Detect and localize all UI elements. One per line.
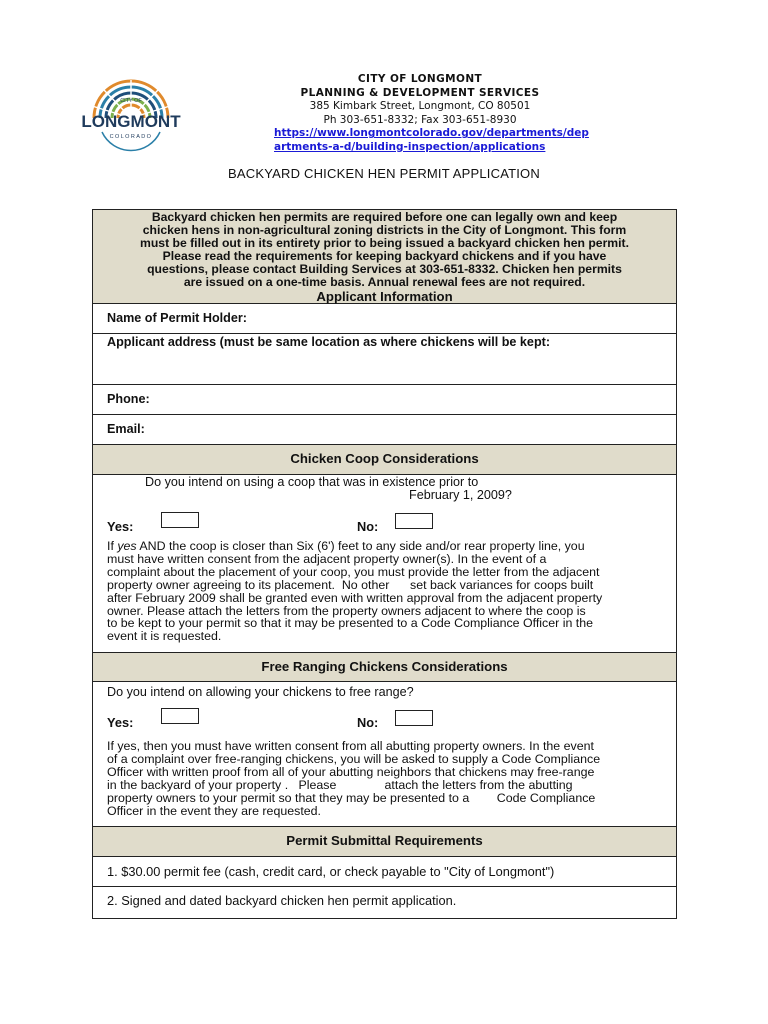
coop-yes-label: Yes: <box>107 519 134 534</box>
applicant-section-title: Applicant Information <box>316 289 453 305</box>
free-range-no-label: No: <box>357 715 379 730</box>
free-range-no-checkbox[interactable] <box>395 710 433 726</box>
submittal-section-title: Permit Submittal Requirements <box>286 833 483 848</box>
submittal-item-2-text: 2. Signed and dated backyard chicken hen permit application. <box>107 893 457 908</box>
free-range-section-body <box>93 682 676 827</box>
city-logo <box>74 70 188 156</box>
org-phone-fax: Ph 303-651-8332; Fax 303-651-8930 <box>323 113 517 126</box>
email-label: Email: <box>107 422 145 436</box>
org-header <box>250 73 590 155</box>
coop-no-label: No: <box>357 519 379 534</box>
applicant-address-field[interactable] <box>93 334 676 385</box>
submittal-item-1-text: 1. $30.00 permit fee (cash, credit card, or check payable to "City of Longmont") <box>107 864 555 879</box>
org-line-1: CITY OF LONGMONT <box>357 73 483 85</box>
org-line-2: PLANNING & DEVELOPMENT SERVICES <box>300 86 540 99</box>
free-range-section-header <box>93 653 676 682</box>
coop-consent-paragraph: If yes AND the coop is closer than Six (6') feet to any side and/or rear property line, you must have written consent from the adjacent property owner(s). In the event of a complaint about the placement of your coop, you must provide the letter from the adjacent property owner agreeing to its placement. No other set back variances for coops built after February 2009 shall be granted even with written approval from the adjacent property owner. Please attach the letters from the property owners adjacent to where the coop is to be kept to your permit so that it may be presented to a Code Compliance Officer in the event it is requested. <box>107 539 603 644</box>
permit-form <box>92 209 677 919</box>
logo-sub-text: COLORADO <box>109 134 153 140</box>
document-title: BACKYARD CHICKEN HEN PERMIT APPLICATION <box>228 166 540 181</box>
coop-section-body <box>93 475 676 653</box>
logo-top-text: CITY OF <box>120 98 142 104</box>
email-field[interactable] <box>93 415 676 445</box>
submittal-section-header <box>93 827 676 857</box>
coop-section-header <box>93 445 676 475</box>
permit-holder-name-label: Name of Permit Holder: <box>107 311 247 325</box>
phone-label: Phone: <box>107 392 150 406</box>
coop-section-title: Chicken Coop Considerations <box>290 451 479 466</box>
free-range-consent-paragraph: If yes, then you must have written consent from all abutting property owners. In the event of a complaint over free-ranging chickens, you will be asked to supply a Code Compliance Officer with written proof from all of your abutting neighbors that chickens may free-range in the backyard of your property . Please attach the letters from the abutting property owners to your permit so that they may be presented to a Code Compliance Officer in the event they are requested. <box>107 739 601 818</box>
logo-name-text: LONGMONT <box>81 112 181 131</box>
coop-yes-checkbox[interactable] <box>161 512 199 528</box>
permit-holder-name-field[interactable] <box>93 304 676 334</box>
free-range-yes-label: Yes: <box>107 715 134 730</box>
free-range-section-title: Free Ranging Chickens Considerations <box>261 659 508 674</box>
org-url-line-2[interactable]: artments-a-d/building-inspection/applications <box>274 140 546 153</box>
free-range-question: Do you intend on allowing your chickens to free range? <box>107 685 414 699</box>
coop-question-line-1: Do you intend on using a coop that was in existence prior to <box>145 475 479 489</box>
intro-section <box>93 210 676 304</box>
free-range-yes-checkbox[interactable] <box>161 708 199 724</box>
coop-question-line-2: February 1, 2009? <box>409 488 512 502</box>
org-url-line-1[interactable]: https://www.longmontcolorado.gov/departments/dep <box>274 127 589 140</box>
submittal-item-fee <box>93 857 676 887</box>
org-address: 385 Kimbark Street, Longmont, CO 80501 <box>309 100 531 113</box>
applicant-address-label: Applicant address (must be same location as where chickens will be kept: <box>107 335 551 349</box>
phone-field[interactable] <box>93 385 676 415</box>
coop-no-checkbox[interactable] <box>395 513 433 529</box>
submittal-item-application <box>93 887 676 918</box>
intro-text: Backyard chicken hen permits are required before one can legally own and keep chicken hens in non-agricultural zoning districts in the City of Longmont. This form must be filled out in its entirety prior to being issued a backyard chicken hen permit. Please read the requirements for keeping backyard chickens and if you have questions, please contact Building Services at 303-651-8332. Chicken hen permits are issued on a one-time basis. Annual renewal fees are not required. <box>140 210 629 289</box>
